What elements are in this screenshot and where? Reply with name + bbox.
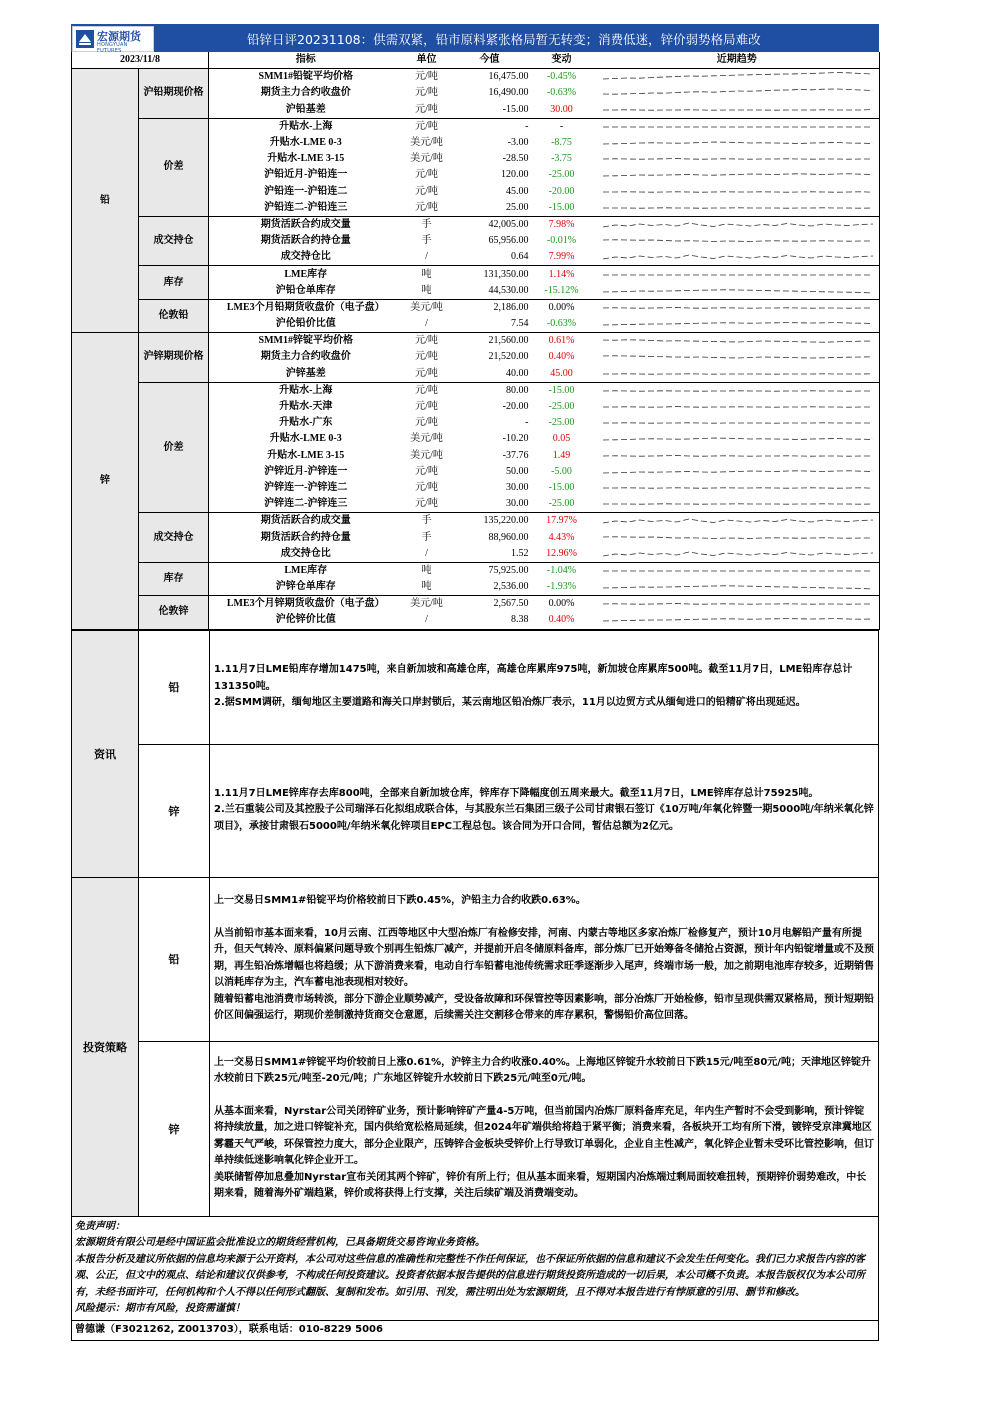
unit: 元/吨 [415,384,438,396]
indicator-name: 升贴水-LME 0-3 [269,137,342,149]
disclaimer-line-2: 本报告分析及建议所依据的信息均来源于公开资料，本公司对这些信息的准确性和完整性不作任何保证，也不保证所依据的信息和建议不会发生任何变化。我们已力求报告内容的客观、公正，但文中的观点、结论和建议仅供参考，不构成任何投资建议。投资者依据本报告提供的信息进行期货投资所造成的一切后果，本公司概不负责。本报告版权仅为本公司所有，未经书面许可，任何机构和个人不得以任何形式翻版、复制和发布。如引用、刊发，需注明出处为宏源期货，且不得对本报告进行有悖原意的引用、删节和修改。 [75,1253,865,1298]
group-label: 价差 [139,118,209,216]
trend-sparkline [595,415,880,431]
today-value: 30.00 [506,481,529,493]
indicator-name: 期货活跃合约持仓量 [260,235,351,247]
strategy-zinc-3: 美联储暂停加息叠加Nyrstar宣布关闭其两个锌矿，锌价有所上行；但从基本面来看，短期国内冶炼端过剩局面较难扭转，预期锌价弱势难改，中长期来看，随着海外矿端趋紧，锌价或将获得上行支撑，关注后续矿端及消费端变动。 [214,1171,867,1200]
trend-sparkline [595,448,880,464]
indicator-name: 升贴水-LME 3-15 [267,153,345,165]
indicator-name: 沪锌连二-沪锌连三 [209,496,403,513]
trend-sparkline [595,316,880,333]
logo-mark-icon [76,30,94,48]
strategy-zinc-label: 锌 [139,1042,210,1216]
unit: / [403,546,451,563]
indicator-name: 升贴水-上海 [279,384,333,396]
indicator-name: SMM1#锌锭平均价格 [258,335,353,347]
table-row [72,382,880,399]
trend-sparkline [595,399,880,415]
today-value: -3.00 [507,137,529,149]
trend-line [603,290,873,293]
group-label: 沪锌期现价格 [139,333,209,383]
unit: 吨 [403,579,451,596]
unit: 美元/吨 [410,301,443,313]
lead-section-label: 铅 [72,69,139,333]
trend-sparkline [595,366,880,383]
trend-sparkline [595,118,880,135]
table-row [72,118,880,135]
today-value: -28.50 [502,153,529,165]
trend-sparkline [595,167,880,183]
today-value: 40.00 [451,366,529,383]
strategy-lead-1: 上一交易日SMM1#铅锭平均价格较前日下跌0.45%，沪铅主力合约收跌0.63%。 [214,895,586,907]
change-value: -25.00 [529,496,595,513]
indicator-name: 期货主力合约收盘价 [260,87,351,99]
news-zinc-row [139,744,878,877]
indicator-name: 期货活跃合约成交量 [260,515,351,527]
indicator-name: 沪伦铅价比值 [209,316,403,333]
news-zinc-1: 1.11月7日LME锌库存去库800吨，全部来自新加坡仓库，锌库存下降幅度创五周来最大。截至11月7日，LME锌库存总计75925吨。 [214,787,819,799]
group-label: 库存 [139,562,209,595]
unit: 美元/吨 [410,598,443,610]
logo-text-en: HONGYUAN FUTURES [97,42,128,54]
trend-line [603,619,873,621]
indicator-name: 期货活跃合约持仓量 [260,531,351,543]
disclaimer-risk: 风险提示：期市有风险，投资需谨慎！ [75,1303,245,1315]
today-value: 16,475.00 [488,71,529,83]
table-row [72,562,880,579]
unit: 元/吨 [415,401,438,413]
news-lead-row [139,631,878,744]
today-value: 75,925.00 [488,564,529,576]
change-value: 7.99% [529,249,595,266]
trend-sparkline [595,349,880,365]
trend-sparkline [595,299,880,316]
market-data-table [71,52,880,630]
today-value: -15.00 [451,102,529,119]
today-value: 42,005.00 [488,218,529,230]
change-value: -15.00 [548,481,575,493]
today-value: 16,490.00 [488,87,529,99]
trend-sparkline [595,249,880,266]
table-header-row [72,52,880,69]
change-value: 30.00 [529,102,595,119]
today-value: 0.64 [451,249,529,266]
trend-sparkline [595,69,880,86]
change-value: -5.00 [551,465,572,477]
news-zinc-2: 2.兰石重装公司及其控股子公司瑞泽石化拟组成联合体，与其股东兰石集团三级子公司甘肃银石签订《10万吨/年氧化锌暨一期5000吨/年纳米氧化锌项目》，承接甘肃银石5000吨/年纳米氧化锌项目EPC工程总包。该合同为开口合同，暂估总额为2亿元。 [214,804,874,832]
change-value: -25.00 [548,401,575,413]
indicator-name: 沪铅仓单库存 [209,283,403,300]
trend-line [603,438,873,440]
trend-sparkline [595,513,880,530]
trend-sparkline [595,283,880,300]
news-section [72,630,878,877]
table-row [72,596,880,613]
change-value: -8.75 [551,137,572,149]
trend-sparkline [595,102,880,119]
change-value: 0.61% [548,335,575,347]
change-value: 0.40% [548,351,575,363]
today-value: 131,350.00 [483,268,529,280]
trend-sparkline [595,333,880,350]
group-label: 伦敦铅 [139,299,209,332]
company-logo [72,26,154,52]
trend-line [603,356,873,358]
trend-line [603,142,873,144]
today-value: 65,956.00 [488,235,529,247]
trend-sparkline [595,596,880,613]
unit: 美元/吨 [410,137,443,149]
trend-sparkline [595,85,880,101]
unit: 元/吨 [415,417,438,429]
report-header [71,24,879,52]
change-value: -3.75 [551,153,572,165]
today-value: 7.54 [451,316,529,333]
trend-line [603,536,873,538]
col-change: 变动 [529,52,595,69]
col-unit: 单位 [403,52,451,69]
today-value: 8.38 [451,612,529,629]
table-row [72,299,880,316]
change-value: 0.05 [552,433,571,445]
today-value: 88,960.00 [488,531,529,543]
indicator-name: LME3个月铅期货收盘价（电子盘） [226,301,385,313]
col-trend: 近期趋势 [595,52,880,69]
table-row [72,216,880,233]
today-value: 2,186.00 [493,301,529,313]
unit: / [403,316,451,333]
disclaimer [71,1217,879,1321]
indicator-name: LME库存 [284,268,328,280]
group-label: 伦敦锌 [139,596,209,629]
table-row [72,333,880,350]
unit: 元/吨 [403,366,451,383]
indicator-name: 成交持仓比 [209,546,403,563]
strategy-lead-label: 铅 [139,878,210,1041]
trend-line [603,307,873,308]
change-value: -25.00 [548,417,575,429]
indicator-name: LME库存 [284,564,328,576]
trend-sparkline [595,562,880,579]
change-value: 0.00% [548,301,575,313]
news-label: 资讯 [72,631,139,877]
unit: 吨 [421,564,432,576]
strategy-lead-2: 从当前铅市基本面来看，10月云南、江西等地区中大型冶炼厂有检修安排，河南、内蒙古等地区多家冶炼厂检修复产，预计10月电解铅产量有所提升，但天气转冷、原料偏紧问题导致个别再生铅炼厂减产，并提前开启冬储原料备库，部分炼厂已开始筹备冬储抢占资源，预计年内铅锭增量或不及预期，再生铅冶炼增幅也将趋缓；从下游消费来看，电动自行车铅蓄电池传统需求旺季逐渐步入尾声，终端市场一般，加之前期电池库存较多，近期销售以消耗库存为主，汽车蓄电池表现相对较好。 [214,927,874,989]
today-value: 30.00 [451,496,529,513]
group-label: 价差 [139,382,209,513]
trend-line [603,159,873,160]
strategy-zinc-row [139,1041,878,1216]
indicator-name: LME3个月锌期货收盘价（电子盘） [226,598,385,610]
group-label: 成交持仓 [139,216,209,266]
today-value: -20.00 [502,401,529,413]
news-lead-1: 1.11月7日LME铅库存增加1475吨，来自新加坡和高雄仓库，高雄仓库累库975吨，新加坡仓库累库500吨。截至11月7日，LME铅库存总计131350吨。 [214,664,853,692]
today-value: 2,536.00 [451,579,529,596]
indicator-name: 沪伦锌价比值 [209,612,403,629]
indicator-name: 沪铅基差 [209,102,403,119]
today-value: 21,520.00 [488,351,529,363]
zinc-section-label: 锌 [72,333,139,629]
trend-sparkline [595,431,880,447]
group-label: 库存 [139,266,209,299]
indicator-name: 期货活跃合约成交量 [260,218,351,230]
change-value: -0.63% [546,87,577,99]
strategy-section [72,877,878,1216]
trend-sparkline [595,496,880,513]
indicator-name: 沪铅连一-沪铅连二 [264,185,348,197]
indicator-name: 沪铅连二-沪铅连三 [209,200,403,217]
today-value: 50.00 [506,465,529,477]
trend-sparkline [595,184,880,200]
unit: 美元/吨 [410,153,443,165]
indicator-name: 沪铅近月-沪铅连一 [264,169,348,181]
today-value: 2,567.50 [493,598,529,610]
group-label: 沪铅期现价格 [139,69,209,119]
trend-sparkline [595,612,880,629]
unit: 元/吨 [415,87,438,99]
change-value: - [559,120,564,132]
trend-line [603,323,873,325]
trend-sparkline [595,135,880,151]
change-value: 4.43% [548,531,575,543]
today-value: 1.52 [451,546,529,563]
unit: 元/吨 [403,496,451,513]
indicator-name: 成交持仓比 [209,249,403,266]
unit: 美元/吨 [410,433,443,445]
change-value: 12.96% [529,546,595,563]
news-lead-2: 2.据SMM调研，缅甸地区主要道路和海关口岸封锁后，某云南地区铅冶炼厂表示，11月以边贸方式从缅甸进口的铅精矿将出现延迟。 [214,697,806,709]
unit: 手 [421,531,432,543]
trend-line [603,174,873,176]
change-value: -15.00 [548,384,575,396]
trend-sparkline [595,216,880,233]
change-value: -20.00 [548,185,575,197]
strategy-zinc-2: 从基本面来看，Nyrstar公司关闭锌矿业务，预计影响锌矿产量4-5万吨，但当前国内冶炼厂原料备库充足，年内生产暂时不会受到影响，预计锌锭将持续放量，加之进口锌锭补充，国内供给宽松格局延续，但2024年矿端供给将趋于紧平衡；消费来看，各板块开工均有所下滑，镀锌受京津冀地区雾霾天气严峻，环保管控力度大，部分企业限产，压铸锌合金板块受锌价上行导致订单弱化，企业自主性减产，氧化锌企业暂未受环比管控影响，但订单持续低迷影响氧化锌企业开工。 [214,1105,874,1167]
indicator-name: 升贴水-上海 [279,120,333,132]
report-title: 铅锌日评20231108：供需双紧，铅市原料紧张格局暂无转变；消费低迷，锌价弱势格局难改 [247,32,761,47]
change-value: -15.12% [529,283,595,300]
trend-sparkline [595,529,880,545]
trend-line [603,255,873,259]
indicator-name: 沪锌连一-沪锌连二 [264,481,348,493]
change-value: 7.98% [548,218,575,230]
strategy-zinc-1: 上一交易日SMM1#锌锭平均价较前日上涨0.61%，沪锌主力合约收涨0.40%。上海地区锌锭升水较前日下跌15元/吨至80元/吨；天津地区锌锭升水较前日下跌25元/吨至-20元/吨；广东地区锌锭升水较前日下跌25元/吨至0元/吨。 [214,1056,871,1085]
unit: 元/吨 [415,465,438,477]
strategy-label: 投资策略 [72,878,139,1216]
indicator-name: 期货主力合约收盘价 [260,351,351,363]
indicator-name: SMM1#铅锭平均价格 [258,71,353,83]
change-value: -15.00 [529,200,595,217]
group-label: 成交持仓 [139,513,209,563]
indicator-name: 升贴水-天津 [279,401,333,413]
trend-line [603,73,873,80]
disclaimer-title: 免责声明： [75,1220,125,1232]
today-value: 45.00 [506,185,529,197]
change-value: -25.00 [548,169,575,181]
trend-line [603,552,873,556]
unit: 吨 [403,283,451,300]
change-value: -1.93% [529,579,595,596]
change-value: 0.40% [529,612,595,629]
unit: 美元/吨 [410,449,443,461]
today-value: -37.76 [502,449,529,461]
trend-line [603,455,873,456]
trend-sparkline [595,546,880,563]
trend-line [603,89,873,94]
report-date: 2023/11/8 [72,52,209,69]
trend-sparkline [595,579,880,596]
today-value: 44,530.00 [451,283,529,300]
unit: 手 [421,515,432,527]
change-value: -0.63% [529,316,595,333]
change-value: -1.04% [546,564,577,576]
report-page [71,24,879,1341]
today-value: 120.00 [501,169,529,181]
trend-sparkline [595,200,880,217]
unit: 吨 [421,268,432,280]
unit: 元/吨 [415,71,438,83]
col-indicator: 指标 [209,52,403,69]
unit: 元/吨 [415,351,438,363]
unit: 手 [421,218,432,230]
unit: 元/吨 [415,335,438,347]
analyst-contact: 曾德谦（F3021262, Z0013703），联系电话：010-8229 5006 [71,1321,879,1341]
col-today: 今值 [451,52,529,69]
text-sections [71,630,879,1217]
strategy-lead-3: 随着铅蓄电池消费市场转淡，部分下游企业顺势减产，受设备故障和环保管控等因素影响，部分冶炼厂开始检修，铅市呈现供需双紧格局，预计短期铅价区间偏强运行，期现价差制激持货商交仓意愿，后续需关注交割移仓带来的库存累积，警惕铅价高位回落。 [214,993,874,1022]
today-value: 25.00 [451,200,529,217]
unit: 元/吨 [415,185,438,197]
unit: 元/吨 [415,120,438,132]
indicator-name: 沪锌近月-沪锌连一 [264,465,348,477]
change-value: 0.00% [548,598,575,610]
disclaimer-line-1: 宏源期货有限公司是经中国证监会批准设立的期货经营机构，已具备期货交易咨询业务资格。 [75,1237,485,1249]
trend-sparkline [595,382,880,399]
strategy-lead-row [139,878,878,1041]
table-row [72,513,880,530]
indicator-name: 沪锌仓单库存 [209,579,403,596]
table-row [72,69,880,86]
trend-line [603,519,873,523]
trend-sparkline [595,464,880,480]
trend-line [603,223,873,227]
trend-line [603,407,873,408]
today-value: 21,560.00 [488,335,529,347]
trend-line [603,340,873,342]
trend-line [603,604,873,605]
unit: 元/吨 [415,169,438,181]
indicator-name: 升贴水-LME 3-15 [267,449,345,461]
trend-line [603,471,873,473]
news-lead-label: 铅 [139,631,210,744]
today-value: - [525,120,529,132]
indicator-name: 升贴水-广东 [279,417,333,429]
trend-sparkline [595,266,880,283]
today-value: 135,220.00 [483,515,529,527]
change-value: -0.45% [546,71,577,83]
today-value: -10.20 [502,433,529,445]
trend-sparkline [595,233,880,249]
trend-sparkline [595,151,880,167]
change-value: 45.00 [529,366,595,383]
unit: 元/吨 [415,481,438,493]
change-value: 1.49 [552,449,571,461]
unit: / [403,612,451,629]
change-value: 17.97% [546,515,577,527]
unit: 元/吨 [403,200,451,217]
news-zinc-label: 锌 [139,745,210,877]
trend-line [603,109,873,110]
unit: / [403,249,451,266]
table-row [72,266,880,283]
indicator-name: 沪锌基差 [209,366,403,383]
trend-line [603,240,873,242]
unit: 手 [421,235,432,247]
unit: 元/吨 [403,102,451,119]
today-value: 80.00 [506,384,529,396]
indicator-name: 升贴水-LME 0-3 [269,433,342,445]
today-value: - [525,417,529,429]
change-value: -0.01% [546,235,577,247]
logo-text: 宏源期货 [97,30,141,43]
change-value: 1.14% [548,268,575,280]
trend-sparkline [595,480,880,496]
trend-line [603,586,873,589]
